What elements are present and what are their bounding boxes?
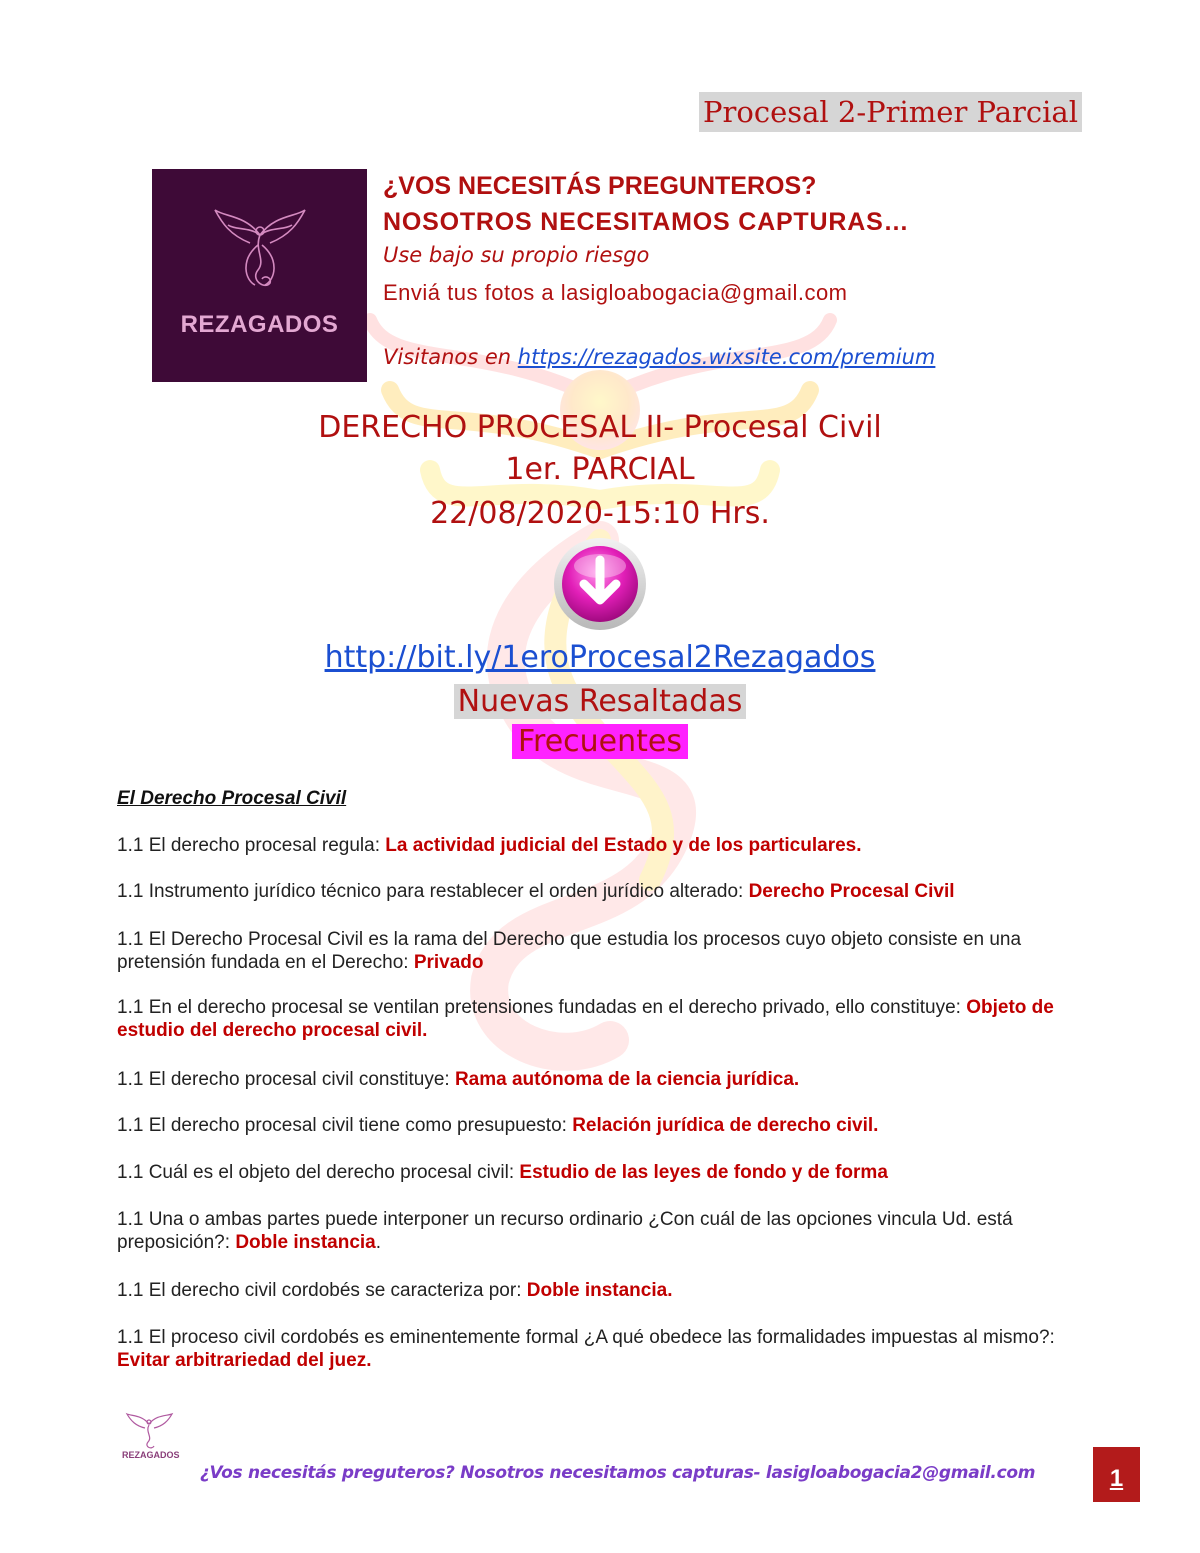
question-separator: : bbox=[224, 1232, 236, 1253]
question-text: 1.1 Una o ambas partes puede interponer un recurso ordinario ¿Con cuál de las opciones vincula Ud. está preposición? bbox=[117, 1209, 1013, 1253]
doc-date: 22/08/2020-15:10 Hrs. bbox=[430, 496, 770, 531]
header-banner: Procesal 2-Primer Parcial bbox=[699, 92, 1082, 132]
question-separator: : bbox=[738, 881, 749, 902]
answer-text: Estudio de las leyes de fondo y de forma bbox=[519, 1162, 888, 1183]
promo-line-1: ¿VOS NECESITÁS PREGUNTEROS? bbox=[383, 172, 817, 200]
legend-nuevas bbox=[0, 684, 1200, 719]
answer-tail: . bbox=[375, 1232, 382, 1253]
premium-link[interactable]: https://rezagados.wixsite.com/premium bbox=[517, 345, 936, 369]
question-text: 1.1 En el derecho procesal se ventilan pretensiones fundadas en el derecho privado, ello constituye bbox=[117, 997, 956, 1018]
answer-text: Evitar arbitrariedad del juez. bbox=[117, 1350, 372, 1371]
answer-text: Derecho Procesal Civil bbox=[748, 881, 955, 902]
question-item bbox=[117, 1068, 1085, 1091]
promo-visit-prefix: Visitanos en bbox=[383, 345, 518, 369]
promo-line-5 bbox=[383, 345, 935, 369]
footer-text: ¿Vos necesitás preguteros? Nosotros necesitamos capturas- lasigloabogacia2@gmail.com bbox=[200, 1463, 1036, 1483]
question-text: 1.1 El derecho civil cordobés se caracteriza por bbox=[117, 1280, 517, 1301]
page-number-label: 1 bbox=[1109, 1465, 1124, 1492]
answer-text: Privado bbox=[413, 952, 484, 973]
question-separator: : bbox=[516, 1280, 527, 1301]
question-text: 1.1 El proceso civil cordobés es eminentemente formal ¿A qué obedece las formalidades impuestas al mismo? bbox=[117, 1327, 1050, 1348]
question-text: 1.1 Cuál es el objeto del derecho procesal civil bbox=[117, 1162, 509, 1183]
question-text: 1.1 El derecho procesal regula bbox=[117, 835, 375, 856]
promo-line-4: Enviá tus fotos a lasigloabogacia@gmail.com bbox=[383, 280, 848, 305]
answer-text: Doble instancia. bbox=[526, 1280, 673, 1301]
question-item bbox=[117, 834, 1085, 857]
doc-title: DERECHO PROCESAL II- Procesal Civil bbox=[318, 410, 882, 445]
legend-nuevas-label: Nuevas Resaltadas bbox=[454, 684, 747, 719]
question-separator: : bbox=[403, 952, 414, 973]
phoenix-icon bbox=[210, 205, 310, 305]
question-text: 1.1 El derecho procesal civil tiene como presupuesto bbox=[117, 1115, 562, 1136]
question-item bbox=[117, 880, 1085, 903]
footer-logo bbox=[122, 1412, 180, 1464]
answer-text: La actividad judicial del Estado y de los particulares. bbox=[385, 835, 862, 856]
question-item bbox=[117, 1208, 1085, 1254]
answer-text: Doble instancia bbox=[235, 1232, 376, 1253]
answer-text: Rama autónoma de la ciencia jurídica. bbox=[454, 1069, 800, 1090]
bitly-link[interactable]: http://bit.ly/1eroProcesal2Rezagados bbox=[324, 640, 876, 675]
download-arrow-icon[interactable] bbox=[552, 536, 648, 632]
footer-phoenix-icon bbox=[122, 1412, 177, 1452]
question-text: 1.1 Instrumento jurídico técnico para restablecer el orden jurídico alterado bbox=[117, 881, 739, 902]
question-item bbox=[117, 1279, 1085, 1302]
question-item bbox=[117, 1326, 1085, 1372]
question-separator: : bbox=[444, 1069, 455, 1090]
question-separator: : bbox=[955, 997, 967, 1018]
page-number bbox=[1093, 1447, 1140, 1502]
logo-word: REZAGADOS bbox=[180, 311, 339, 338]
section-title: El Derecho Procesal Civil bbox=[117, 788, 347, 809]
footer-logo-word: REZAGADOS bbox=[122, 1450, 180, 1460]
legend-frecuentes bbox=[0, 724, 1200, 759]
question-item bbox=[117, 996, 1085, 1042]
question-separator: : bbox=[508, 1162, 520, 1183]
rezagados-logo bbox=[152, 169, 367, 382]
question-separator: : bbox=[561, 1115, 573, 1136]
promo-line-3: Use bajo su propio riesgo bbox=[383, 243, 650, 267]
answer-text: Objeto de estudio del derecho procesal civil. bbox=[117, 997, 1054, 1041]
doc-subtitle: 1er. PARCIAL bbox=[505, 452, 695, 487]
question-item bbox=[117, 928, 1085, 974]
bitly-link-row bbox=[0, 640, 1200, 675]
question-separator: : bbox=[374, 835, 386, 856]
legend-frecuentes-label: Frecuentes bbox=[512, 724, 688, 759]
question-separator: : bbox=[1049, 1327, 1055, 1348]
question-text: 1.1 El Derecho Procesal Civil es la rama del Derecho que estudia los procesos cuyo objeto consiste en una pretensión fundada en el Derecho bbox=[117, 929, 1022, 973]
answer-text: Relación jurídica de derecho civil. bbox=[572, 1115, 879, 1136]
question-item bbox=[117, 1114, 1085, 1137]
question-text: 1.1 El derecho procesal civil constituye bbox=[117, 1069, 445, 1090]
question-item bbox=[117, 1161, 1085, 1184]
promo-line-2: NOSOTROS NECESITAMOS CAPTURAS… bbox=[383, 208, 910, 236]
